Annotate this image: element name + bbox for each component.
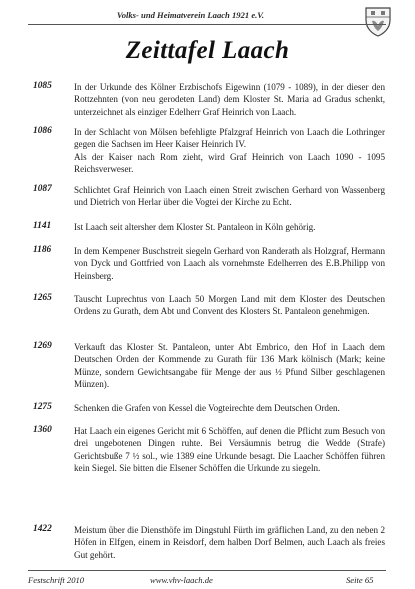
entry-paragraph: Hat Laach ein eigenes Gericht mit 6 Schöffen, auf denen die Pflicht zum Besuch von drei ungebotenen Dingen ruhte. Bei Versäumnis betrug die Wedde (Strafe) Gerichtsbuße 7 ½ sol., wie 1389 eine Urkunde besagt. Die Laacher Schöffen führen kein Siegel. Sie bitten die Elsener Schöffen die Urkunde zu siegeln. [74,426,385,473]
entry-paragraph: In der Urkunde des Kölner Erzbischofs Eigewinn (1079 - 1089), in der dieser den Rottzehnten (von neu gerodeten Land) dem Kloster St. Maria ad Gradus schenkt, unterzeichnet als einziger Edelherr Graf Heinrich von Laach. [74,82,385,117]
entry-paragraph: Tauscht Luprechtus von Laach 50 Morgen Land mit dem Kloster des Deutschen Ordens zu Gurath, dem Abt und Convent des Klosters St. Pantaleon genehmigen. [74,294,385,317]
entry-paragraph: Als der Kaiser nach Rom zieht, wird Graf Heinrich von Laach 1090 - 1095 Reichsverweser. [74,151,385,174]
entry-paragraph: Verkauft das Kloster St. Pantaleon, unter Abt Embrico, den Hof in Laach dem Deutschen Orden der Kommende zu Gurath für 136 Mark kölnisch (Mark; keine Münze, sondern Gewichtsangabe für Menge der aus ½ Pfund Silber geschlagenen Münzen). [74,342,385,389]
association-header: Volks- und Heimatverein Laach 1921 e.V. [116,10,265,20]
page-title: Zeittafel Laach [125,37,290,64]
entry-text [74,221,385,233]
entry-paragraph: Ist Laach seit altersher dem Kloster St. Pantaleon in Köln gehörig. [74,222,316,232]
entry-year: 1360 [33,425,52,435]
entry-year: 1086 [33,126,52,136]
entry-text [74,245,385,282]
entry-paragraph: Meistum über die Diensthöfe im Dingstuhl Fürth im gräflichen Land, zu den neben 2 Höfen in Elfgen, einem in Reisdorf, dem halben Dorf Belmen, auch Laach als freies Gut gehört. [74,525,385,560]
entry-year: 1422 [33,524,52,534]
entry-paragraph: In der Schlacht von Mölsen befehligte Pfalzgraf Heinrich von Laach die Lothringer gegen die Sachsen im Heer Kaiser Heinrich IV. [74,127,385,150]
entry-year: 1087 [33,184,52,194]
entry-year: 1186 [33,245,52,255]
entry-paragraph: Schenken die Grafen von Kessel die Vogteirechte dem Deutschen Orden. [74,403,340,413]
entry-text [74,184,385,209]
entry-year: 1141 [33,221,52,231]
entry-year: 1269 [33,341,52,351]
footer-left: Festschrift 2010 [28,575,85,585]
entry-text [74,524,385,561]
header-rule [28,24,386,25]
entry-text [74,293,385,318]
entry-paragraph: In dem Kempener Buschstreit siegeln Gerhard von Randerath als Holzgraf, Hermann von Dyck und Gottfried von Laach als vornehmste Edelherren des E.B.Philipp von Heinsberg. [74,246,385,281]
entry-text [74,81,385,118]
entry-text [74,126,385,175]
entry-text [74,425,385,474]
footer-page-number: Seite 65 [346,575,374,585]
footer-website-link[interactable]: www.vhv-laach.de [150,575,213,585]
entry-year: 1275 [33,402,52,412]
coat-of-arms-logo [363,5,393,37]
entry-text [74,402,385,414]
entry-paragraph: Schlichtet Graf Heinrich von Laach einen Streit zwischen Gerhard von Wassenberg und Dietrich von Herlar über die Vogtei der Kirche zu Echt. [74,185,385,208]
entry-year: 1265 [33,293,52,303]
entry-text [74,341,385,390]
footer-rule [28,570,386,571]
entry-year: 1085 [33,81,52,91]
